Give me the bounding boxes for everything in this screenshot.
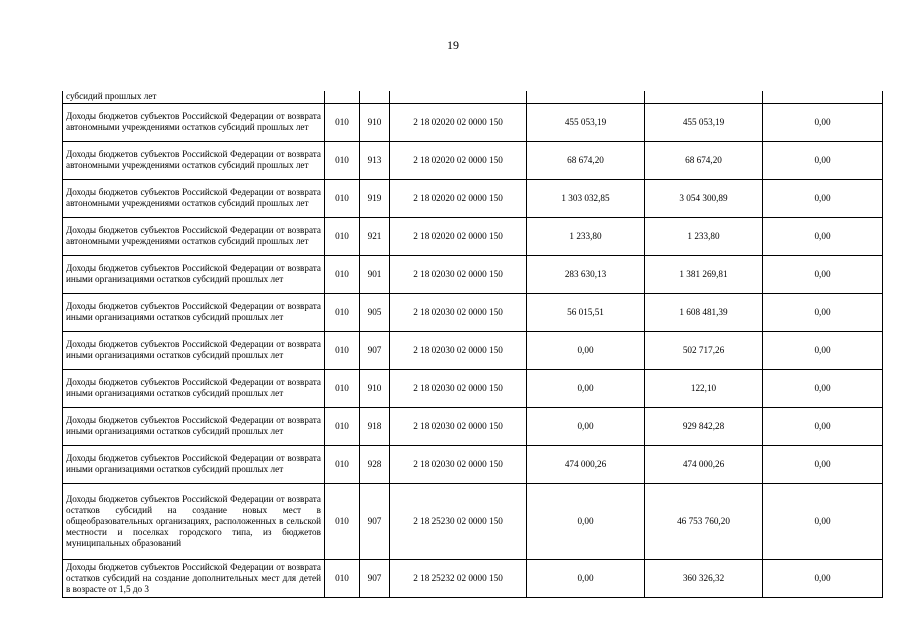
table-row [63, 559, 883, 597]
row-percent: 0,00 [763, 331, 883, 369]
row-actual-amount: 455 053,19 [645, 103, 763, 141]
row-description: Доходы бюджетов субъектов Российской Федерации от возврата иными организациями остатков субсидий прошлых лет [63, 445, 325, 483]
row-description: Доходы бюджетов субъектов Российской Федерации от возврата автономными учреждениями остатков субсидий прошлых лет [63, 179, 325, 217]
row-percent: 0,00 [763, 559, 883, 597]
row-budget-classification-code: 2 18 02030 02 0000 150 [390, 293, 527, 331]
row-department-code: 905 [360, 293, 390, 331]
row-department-code: 919 [360, 179, 390, 217]
table-row [63, 103, 883, 141]
table-row [63, 445, 883, 483]
row-description: Доходы бюджетов субъектов Российской Федерации от возврата иными организациями остатков субсидий прошлых лет [63, 369, 325, 407]
row-plan-amount: 455 053,19 [527, 103, 645, 141]
row-department-code: 910 [360, 103, 390, 141]
row-percent: 0,00 [763, 217, 883, 255]
row-actual-amount [645, 91, 763, 103]
row-department-code: 907 [360, 483, 390, 559]
row-actual-amount: 122,10 [645, 369, 763, 407]
row-budget-classification-code [390, 91, 527, 103]
row-actual-amount: 68 674,20 [645, 141, 763, 179]
row-admin-code: 010 [325, 331, 360, 369]
row-description: Доходы бюджетов субъектов Российской Федерации от возврата автономными учреждениями остатков субсидий прошлых лет [63, 141, 325, 179]
row-admin-code [325, 91, 360, 103]
row-department-code: 901 [360, 255, 390, 293]
row-budget-classification-code: 2 18 02020 02 0000 150 [390, 217, 527, 255]
row-plan-amount: 0,00 [527, 407, 645, 445]
row-description: Доходы бюджетов субъектов Российской Федерации от возврата иными организациями остатков субсидий прошлых лет [63, 255, 325, 293]
row-department-code: 913 [360, 141, 390, 179]
row-actual-amount: 46 753 760,20 [645, 483, 763, 559]
row-percent: 0,00 [763, 103, 883, 141]
row-actual-amount: 929 842,28 [645, 407, 763, 445]
table-row [63, 141, 883, 179]
row-admin-code: 010 [325, 217, 360, 255]
row-budget-classification-code: 2 18 02020 02 0000 150 [390, 103, 527, 141]
row-plan-amount [527, 91, 645, 103]
table-row [63, 483, 883, 559]
row-admin-code: 010 [325, 483, 360, 559]
row-admin-code: 010 [325, 407, 360, 445]
row-admin-code: 010 [325, 369, 360, 407]
row-actual-amount: 1 608 481,39 [645, 293, 763, 331]
row-plan-amount: 56 015,51 [527, 293, 645, 331]
row-actual-amount: 502 717,26 [645, 331, 763, 369]
row-description: Доходы бюджетов субъектов Российской Федерации от возврата остатков субсидий на создание новых мест в общеобразовательных организациях, расположенных в сельской местности и поселках городского типа, из бюджетов муниципальных образований [63, 483, 325, 559]
row-percent: 0,00 [763, 369, 883, 407]
row-admin-code: 010 [325, 141, 360, 179]
page-number: 19 [447, 38, 459, 52]
table-row [63, 217, 883, 255]
row-plan-amount: 474 000,26 [527, 445, 645, 483]
row-percent: 0,00 [763, 483, 883, 559]
table-row [63, 407, 883, 445]
row-budget-classification-code: 2 18 02030 02 0000 150 [390, 369, 527, 407]
table-row [63, 179, 883, 217]
row-department-code: 918 [360, 407, 390, 445]
row-admin-code: 010 [325, 559, 360, 597]
row-budget-classification-code: 2 18 02030 02 0000 150 [390, 407, 527, 445]
row-department-code: 907 [360, 331, 390, 369]
row-percent: 0,00 [763, 293, 883, 331]
row-percent: 0,00 [763, 255, 883, 293]
table-row [63, 369, 883, 407]
row-admin-code: 010 [325, 255, 360, 293]
row-actual-amount: 474 000,26 [645, 445, 763, 483]
row-budget-classification-code: 2 18 02020 02 0000 150 [390, 179, 527, 217]
row-budget-classification-code: 2 18 25230 02 0000 150 [390, 483, 527, 559]
row-actual-amount: 3 054 300,89 [645, 179, 763, 217]
table-row [63, 293, 883, 331]
row-plan-amount: 68 674,20 [527, 141, 645, 179]
row-actual-amount: 1 381 269,81 [645, 255, 763, 293]
row-plan-amount: 1 303 032,85 [527, 179, 645, 217]
row-budget-classification-code: 2 18 02030 02 0000 150 [390, 331, 527, 369]
row-percent: 0,00 [763, 407, 883, 445]
row-percent: 0,00 [763, 179, 883, 217]
row-plan-amount: 1 233,80 [527, 217, 645, 255]
row-plan-amount: 0,00 [527, 483, 645, 559]
row-description: субсидий прошлых лет [63, 91, 325, 103]
row-actual-amount: 1 233,80 [645, 217, 763, 255]
row-plan-amount: 283 630,13 [527, 255, 645, 293]
table-row [63, 331, 883, 369]
row-admin-code: 010 [325, 103, 360, 141]
row-description: Доходы бюджетов субъектов Российской Федерации от возврата иными организациями остатков субсидий прошлых лет [63, 293, 325, 331]
row-department-code: 928 [360, 445, 390, 483]
row-budget-classification-code: 2 18 02020 02 0000 150 [390, 141, 527, 179]
row-admin-code: 010 [325, 445, 360, 483]
row-department-code [360, 91, 390, 103]
row-description: Доходы бюджетов субъектов Российской Федерации от возврата автономными учреждениями остатков субсидий прошлых лет [63, 103, 325, 141]
table-row [63, 91, 883, 103]
row-percent: 0,00 [763, 141, 883, 179]
table-row [63, 255, 883, 293]
row-budget-classification-code: 2 18 25232 02 0000 150 [390, 559, 527, 597]
row-description: Доходы бюджетов субъектов Российской Федерации от возврата иными организациями остатков субсидий прошлых лет [63, 407, 325, 445]
row-percent: 0,00 [763, 445, 883, 483]
row-admin-code: 010 [325, 179, 360, 217]
row-admin-code: 010 [325, 293, 360, 331]
row-plan-amount: 0,00 [527, 331, 645, 369]
row-department-code: 907 [360, 559, 390, 597]
row-description: Доходы бюджетов субъектов Российской Федерации от возврата остатков субсидий на создание дополнительных мест для детей в возрасте от 1,5 до 3 [63, 559, 325, 597]
budget-revenue-table [62, 91, 883, 598]
row-plan-amount: 0,00 [527, 369, 645, 407]
row-actual-amount: 360 326,32 [645, 559, 763, 597]
row-description: Доходы бюджетов субъектов Российской Федерации от возврата автономными учреждениями остатков субсидий прошлых лет [63, 217, 325, 255]
row-budget-classification-code: 2 18 02030 02 0000 150 [390, 255, 527, 293]
row-percent [763, 91, 883, 103]
row-description: Доходы бюджетов субъектов Российской Федерации от возврата иными организациями остатков субсидий прошлых лет [63, 331, 325, 369]
row-department-code: 910 [360, 369, 390, 407]
row-budget-classification-code: 2 18 02030 02 0000 150 [390, 445, 527, 483]
row-department-code: 921 [360, 217, 390, 255]
row-plan-amount: 0,00 [527, 559, 645, 597]
